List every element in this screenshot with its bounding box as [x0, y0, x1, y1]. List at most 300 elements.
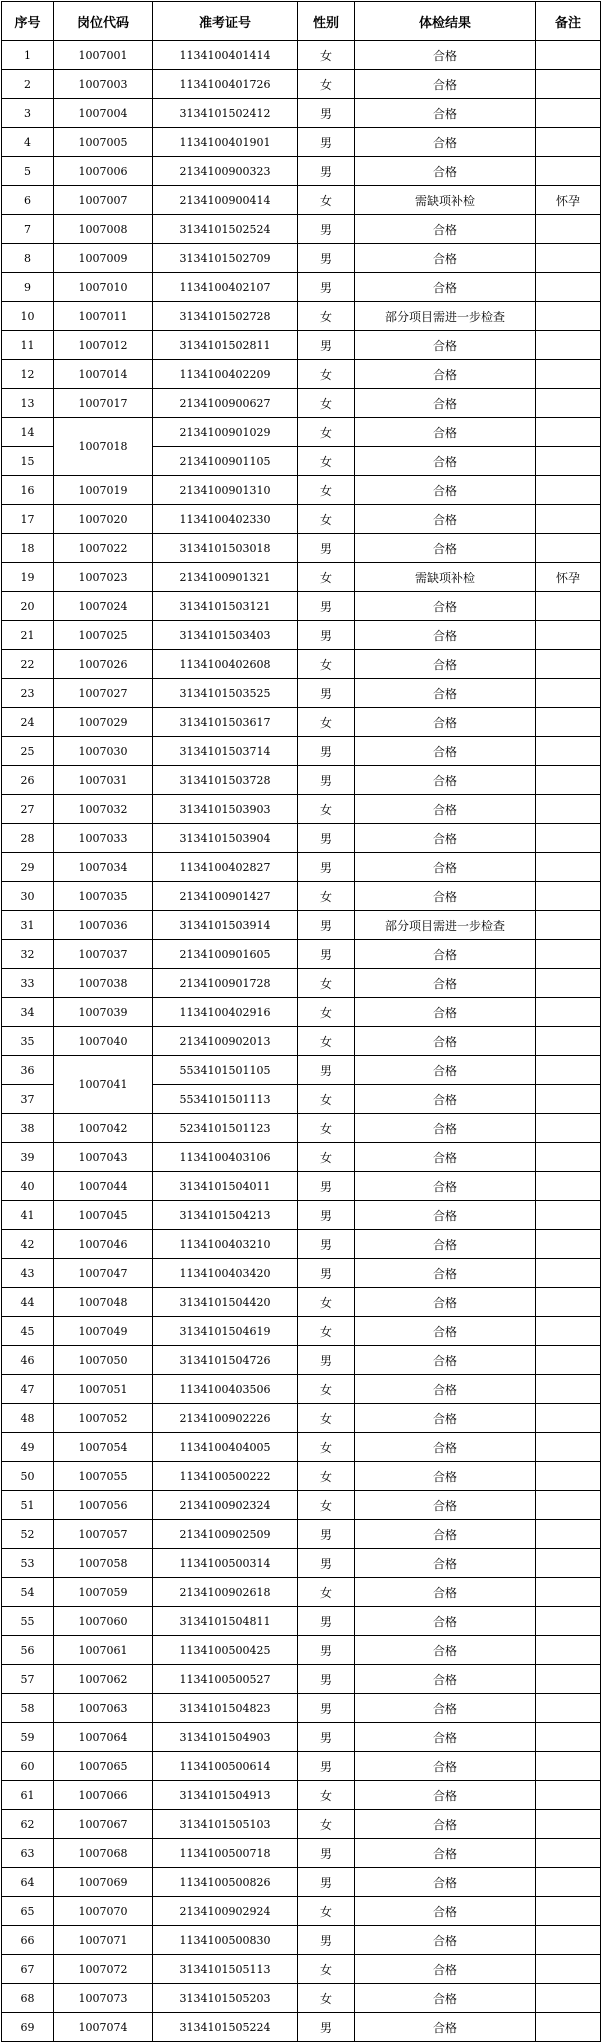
cell-remark: [536, 998, 601, 1027]
cell-position-code: 1007069: [54, 1868, 153, 1897]
cell-exam-result: 合格: [355, 447, 536, 476]
table-row: [2, 505, 601, 534]
table-row: [2, 563, 601, 592]
cell-remark: [536, 737, 601, 766]
table-row: [2, 940, 601, 969]
cell-remark: [536, 795, 601, 824]
cell-position-code: 1007018: [54, 418, 153, 476]
cell-ticket-number: 3134101504420: [153, 1288, 298, 1317]
cell-ticket-number: 3134101503914: [153, 911, 298, 940]
cell-position-code: 1007025: [54, 621, 153, 650]
cell-ticket-number: 3134101504213: [153, 1201, 298, 1230]
cell-gender: 男: [298, 1520, 355, 1549]
cell-remark: [536, 273, 601, 302]
cell-gender: 女: [298, 969, 355, 998]
table-row: [2, 1984, 601, 2013]
cell-serial-number: 67: [2, 1955, 54, 1984]
cell-serial-number: 26: [2, 766, 54, 795]
cell-serial-number: 52: [2, 1520, 54, 1549]
cell-gender: 男: [298, 679, 355, 708]
cell-remark: [536, 1172, 601, 1201]
cell-remark: [536, 853, 601, 882]
cell-exam-result: 合格: [355, 157, 536, 186]
cell-gender: 男: [298, 2013, 355, 2042]
cell-position-code: 1007057: [54, 1520, 153, 1549]
cell-remark: [536, 1578, 601, 1607]
cell-serial-number: 14: [2, 418, 54, 447]
cell-position-code: 1007043: [54, 1143, 153, 1172]
cell-position-code: 1007055: [54, 1462, 153, 1491]
cell-gender: 女: [298, 1578, 355, 1607]
cell-remark: [536, 1636, 601, 1665]
cell-remark: [536, 969, 601, 998]
table-row: [2, 70, 601, 99]
header-ticket-number: 准考证号: [153, 2, 298, 41]
cell-ticket-number: 1134100403506: [153, 1375, 298, 1404]
cell-serial-number: 31: [2, 911, 54, 940]
cell-remark: [536, 1404, 601, 1433]
cell-ticket-number: 3134101502524: [153, 215, 298, 244]
cell-remark: [536, 1085, 601, 1114]
cell-ticket-number: 3134101504011: [153, 1172, 298, 1201]
table-row: [2, 1665, 601, 1694]
cell-ticket-number: 2134100901321: [153, 563, 298, 592]
cell-ticket-number: 3134101504726: [153, 1346, 298, 1375]
cell-serial-number: 12: [2, 360, 54, 389]
cell-exam-result: 合格: [355, 940, 536, 969]
cell-exam-result: 合格: [355, 1723, 536, 1752]
table-row: [2, 1288, 601, 1317]
table-row: [2, 1230, 601, 1259]
cell-remark: [536, 331, 601, 360]
cell-position-code: 1007046: [54, 1230, 153, 1259]
cell-remark: [536, 447, 601, 476]
cell-ticket-number: 1134100402608: [153, 650, 298, 679]
cell-gender: 女: [298, 1955, 355, 1984]
cell-serial-number: 66: [2, 1926, 54, 1955]
table-row: [2, 1810, 601, 1839]
table-row: [2, 1926, 601, 1955]
cell-exam-result: 合格: [355, 853, 536, 882]
cell-position-code: 1007067: [54, 1810, 153, 1839]
table-row: [2, 592, 601, 621]
cell-ticket-number: 5534101501105: [153, 1056, 298, 1085]
table-row: [2, 1462, 601, 1491]
cell-remark: [536, 1926, 601, 1955]
table-row: [2, 1317, 601, 1346]
cell-exam-result: 合格: [355, 1665, 536, 1694]
cell-ticket-number: 1134100402916: [153, 998, 298, 1027]
cell-ticket-number: 3134101503403: [153, 621, 298, 650]
table-body: [2, 41, 601, 2042]
cell-remark: [536, 1375, 601, 1404]
table-row: [2, 360, 601, 389]
cell-exam-result: 合格: [355, 41, 536, 70]
cell-exam-result: 合格: [355, 1230, 536, 1259]
table-row: [2, 1636, 601, 1665]
cell-ticket-number: 2134100901310: [153, 476, 298, 505]
cell-ticket-number: 3134101502811: [153, 331, 298, 360]
cell-gender: 男: [298, 244, 355, 273]
cell-serial-number: 37: [2, 1085, 54, 1114]
cell-serial-number: 60: [2, 1752, 54, 1781]
cell-position-code: 1007054: [54, 1433, 153, 1462]
cell-remark: [536, 2013, 601, 2042]
cell-remark: [536, 1114, 601, 1143]
header-position-code: 岗位代码: [54, 2, 153, 41]
cell-exam-result: 合格: [355, 1462, 536, 1491]
cell-remark: [536, 476, 601, 505]
cell-remark: [536, 1201, 601, 1230]
cell-remark: [536, 1027, 601, 1056]
cell-gender: 男: [298, 737, 355, 766]
cell-serial-number: 23: [2, 679, 54, 708]
table-row: [2, 1607, 601, 1636]
cell-gender: 女: [298, 476, 355, 505]
cell-serial-number: 69: [2, 2013, 54, 2042]
cell-position-code: 1007036: [54, 911, 153, 940]
cell-gender: 女: [298, 1143, 355, 1172]
cell-exam-result: 合格: [355, 766, 536, 795]
cell-gender: 女: [298, 505, 355, 534]
cell-ticket-number: 2134100900627: [153, 389, 298, 418]
cell-gender: 女: [298, 1114, 355, 1143]
cell-serial-number: 47: [2, 1375, 54, 1404]
cell-gender: 女: [298, 708, 355, 737]
cell-position-code: 1007041: [54, 1056, 153, 1114]
cell-position-code: 1007030: [54, 737, 153, 766]
table-row: [2, 1868, 601, 1897]
cell-serial-number: 32: [2, 940, 54, 969]
cell-serial-number: 30: [2, 882, 54, 911]
cell-gender: 男: [298, 1056, 355, 1085]
cell-ticket-number: 1134100403210: [153, 1230, 298, 1259]
cell-exam-result: 部分项目需进一步检查: [355, 911, 536, 940]
cell-remark: [536, 418, 601, 447]
cell-ticket-number: 1134100402209: [153, 360, 298, 389]
cell-exam-result: 合格: [355, 795, 536, 824]
cell-ticket-number: 3134101505203: [153, 1984, 298, 2013]
cell-exam-result: 合格: [355, 1317, 536, 1346]
cell-exam-result: 合格: [355, 679, 536, 708]
cell-gender: 男: [298, 157, 355, 186]
cell-position-code: 1007052: [54, 1404, 153, 1433]
cell-remark: [536, 882, 601, 911]
cell-gender: 男: [298, 1723, 355, 1752]
cell-serial-number: 10: [2, 302, 54, 331]
cell-gender: 男: [298, 534, 355, 563]
cell-remark: [536, 128, 601, 157]
cell-remark: [536, 1433, 601, 1462]
cell-position-code: 1007066: [54, 1781, 153, 1810]
cell-serial-number: 53: [2, 1549, 54, 1578]
cell-remark: [536, 1288, 601, 1317]
cell-remark: [536, 389, 601, 418]
cell-position-code: 1007044: [54, 1172, 153, 1201]
cell-position-code: 1007059: [54, 1578, 153, 1607]
cell-position-code: 1007072: [54, 1955, 153, 1984]
cell-remark: [536, 99, 601, 128]
cell-position-code: 1007003: [54, 70, 153, 99]
cell-exam-result: 合格: [355, 1926, 536, 1955]
cell-position-code: 1007038: [54, 969, 153, 998]
cell-exam-result: 合格: [355, 1114, 536, 1143]
cell-gender: 男: [298, 1665, 355, 1694]
table-row: [2, 331, 601, 360]
table-row: [2, 1143, 601, 1172]
cell-position-code: 1007004: [54, 99, 153, 128]
table-row: [2, 1056, 601, 1085]
cell-position-code: 1007017: [54, 389, 153, 418]
cell-remark: [536, 911, 601, 940]
cell-ticket-number: 1134100404005: [153, 1433, 298, 1462]
cell-exam-result: 合格: [355, 969, 536, 998]
cell-ticket-number: 3134101505224: [153, 2013, 298, 2042]
cell-ticket-number: 2134100902924: [153, 1897, 298, 1926]
table-row: [2, 1520, 601, 1549]
cell-ticket-number: 3134101504903: [153, 1723, 298, 1752]
cell-ticket-number: 3134101504823: [153, 1694, 298, 1723]
cell-remark: [536, 708, 601, 737]
cell-gender: 女: [298, 650, 355, 679]
cell-position-code: 1007001: [54, 41, 153, 70]
cell-gender: 男: [298, 1346, 355, 1375]
cell-ticket-number: 1134100402827: [153, 853, 298, 882]
cell-gender: 女: [298, 1433, 355, 1462]
cell-position-code: 1007022: [54, 534, 153, 563]
cell-remark: [536, 679, 601, 708]
cell-position-code: 1007065: [54, 1752, 153, 1781]
cell-exam-result: 合格: [355, 1288, 536, 1317]
cell-position-code: 1007024: [54, 592, 153, 621]
cell-exam-result: 合格: [355, 2013, 536, 2042]
cell-position-code: 1007012: [54, 331, 153, 360]
cell-serial-number: 55: [2, 1607, 54, 1636]
cell-ticket-number: 2134100902324: [153, 1491, 298, 1520]
cell-serial-number: 61: [2, 1781, 54, 1810]
cell-ticket-number: 1134100500826: [153, 1868, 298, 1897]
cell-position-code: 1007007: [54, 186, 153, 215]
cell-serial-number: 54: [2, 1578, 54, 1607]
table-row: [2, 1433, 601, 1462]
cell-position-code: 1007056: [54, 1491, 153, 1520]
cell-position-code: 1007058: [54, 1549, 153, 1578]
table-row: [2, 1404, 601, 1433]
cell-ticket-number: 3134101503904: [153, 824, 298, 853]
cell-remark: 怀孕: [536, 563, 601, 592]
cell-position-code: 1007009: [54, 244, 153, 273]
cell-position-code: 1007049: [54, 1317, 153, 1346]
cell-remark: [536, 1839, 601, 1868]
table-row: [2, 969, 601, 998]
cell-gender: 女: [298, 1027, 355, 1056]
cell-gender: 女: [298, 360, 355, 389]
table-row: [2, 998, 601, 1027]
cell-position-code: 1007005: [54, 128, 153, 157]
cell-serial-number: 17: [2, 505, 54, 534]
cell-gender: 女: [298, 1085, 355, 1114]
cell-ticket-number: 3134101503728: [153, 766, 298, 795]
cell-position-code: 1007033: [54, 824, 153, 853]
cell-exam-result: 合格: [355, 244, 536, 273]
cell-serial-number: 7: [2, 215, 54, 244]
cell-position-code: 1007073: [54, 1984, 153, 2013]
cell-ticket-number: 3134101504811: [153, 1607, 298, 1636]
cell-position-code: 1007011: [54, 302, 153, 331]
cell-remark: [536, 215, 601, 244]
table-row: [2, 41, 601, 70]
cell-serial-number: 65: [2, 1897, 54, 1926]
cell-exam-result: 合格: [355, 1259, 536, 1288]
table-row: [2, 215, 601, 244]
cell-ticket-number: 1134100500527: [153, 1665, 298, 1694]
cell-exam-result: 合格: [355, 1984, 536, 2013]
table-row: [2, 389, 601, 418]
table-row: [2, 99, 601, 128]
cell-serial-number: 44: [2, 1288, 54, 1317]
cell-exam-result: 合格: [355, 1839, 536, 1868]
cell-ticket-number: 1134100500614: [153, 1752, 298, 1781]
header-serial-number: 序号: [2, 2, 54, 41]
table-row: [2, 1375, 601, 1404]
cell-gender: 女: [298, 447, 355, 476]
table-row: [2, 2013, 601, 2042]
table-row: [2, 273, 601, 302]
cell-ticket-number: 3134101502709: [153, 244, 298, 273]
cell-position-code: 1007060: [54, 1607, 153, 1636]
table-row: [2, 1491, 601, 1520]
cell-gender: 男: [298, 1201, 355, 1230]
table-row: [2, 650, 601, 679]
cell-gender: 男: [298, 766, 355, 795]
cell-remark: [536, 1462, 601, 1491]
cell-serial-number: 24: [2, 708, 54, 737]
cell-remark: [536, 766, 601, 795]
cell-exam-result: 需缺项补检: [355, 186, 536, 215]
cell-ticket-number: 2134100901105: [153, 447, 298, 476]
cell-gender: 女: [298, 186, 355, 215]
cell-gender: 女: [298, 70, 355, 99]
header-exam-result: 体检结果: [355, 2, 536, 41]
cell-serial-number: 59: [2, 1723, 54, 1752]
cell-serial-number: 20: [2, 592, 54, 621]
cell-exam-result: 合格: [355, 1172, 536, 1201]
cell-gender: 女: [298, 1897, 355, 1926]
cell-position-code: 1007071: [54, 1926, 153, 1955]
cell-position-code: 1007010: [54, 273, 153, 302]
table-row: [2, 1346, 601, 1375]
cell-remark: [536, 41, 601, 70]
cell-exam-result: 合格: [355, 505, 536, 534]
cell-gender: 男: [298, 1868, 355, 1897]
cell-serial-number: 48: [2, 1404, 54, 1433]
cell-remark: [536, 650, 601, 679]
cell-exam-result: 合格: [355, 389, 536, 418]
cell-ticket-number: 1134100401901: [153, 128, 298, 157]
cell-gender: 男: [298, 592, 355, 621]
cell-gender: 女: [298, 1491, 355, 1520]
cell-serial-number: 57: [2, 1665, 54, 1694]
cell-exam-result: 合格: [355, 1578, 536, 1607]
cell-exam-result: 合格: [355, 1810, 536, 1839]
cell-exam-result: 合格: [355, 1607, 536, 1636]
cell-remark: [536, 1694, 601, 1723]
cell-gender: 女: [298, 389, 355, 418]
cell-exam-result: 合格: [355, 737, 536, 766]
cell-exam-result: 合格: [355, 1056, 536, 1085]
table-row: [2, 1694, 601, 1723]
cell-ticket-number: 3134101504913: [153, 1781, 298, 1810]
cell-exam-result: 合格: [355, 418, 536, 447]
table-row: [2, 766, 601, 795]
cell-serial-number: 21: [2, 621, 54, 650]
table-row: [2, 1027, 601, 1056]
cell-ticket-number: 2134100901728: [153, 969, 298, 998]
cell-ticket-number: 2134100901029: [153, 418, 298, 447]
cell-ticket-number: 3134101503018: [153, 534, 298, 563]
cell-exam-result: 合格: [355, 592, 536, 621]
table-row: [2, 302, 601, 331]
cell-serial-number: 3: [2, 99, 54, 128]
cell-ticket-number: 2134100902226: [153, 1404, 298, 1433]
cell-gender: 女: [298, 1375, 355, 1404]
table-row: [2, 737, 601, 766]
cell-serial-number: 63: [2, 1839, 54, 1868]
cell-remark: [536, 1665, 601, 1694]
cell-gender: 女: [298, 882, 355, 911]
cell-gender: 男: [298, 1230, 355, 1259]
cell-ticket-number: 2134100902509: [153, 1520, 298, 1549]
cell-remark: [536, 302, 601, 331]
cell-position-code: 1007039: [54, 998, 153, 1027]
cell-gender: 男: [298, 1607, 355, 1636]
cell-remark: [536, 1723, 601, 1752]
cell-serial-number: 15: [2, 447, 54, 476]
cell-serial-number: 29: [2, 853, 54, 882]
cell-exam-result: 合格: [355, 1346, 536, 1375]
cell-exam-result: 合格: [355, 273, 536, 302]
cell-ticket-number: 1134100500425: [153, 1636, 298, 1665]
cell-serial-number: 35: [2, 1027, 54, 1056]
cell-exam-result: 合格: [355, 1085, 536, 1114]
cell-ticket-number: 2134100901605: [153, 940, 298, 969]
cell-exam-result: 合格: [355, 1549, 536, 1578]
table-row: [2, 621, 601, 650]
cell-gender: 男: [298, 1926, 355, 1955]
cell-position-code: 1007063: [54, 1694, 153, 1723]
cell-serial-number: 4: [2, 128, 54, 157]
cell-serial-number: 38: [2, 1114, 54, 1143]
table-row: [2, 244, 601, 273]
cell-serial-number: 51: [2, 1491, 54, 1520]
cell-serial-number: 49: [2, 1433, 54, 1462]
cell-ticket-number: 5234101501123: [153, 1114, 298, 1143]
cell-remark: [536, 1955, 601, 1984]
cell-exam-result: 合格: [355, 1201, 536, 1230]
cell-exam-result: 合格: [355, 534, 536, 563]
cell-serial-number: 16: [2, 476, 54, 505]
table-row: [2, 1549, 601, 1578]
cell-gender: 男: [298, 1752, 355, 1781]
cell-ticket-number: 3134101505103: [153, 1810, 298, 1839]
cell-remark: [536, 1491, 601, 1520]
cell-ticket-number: 1134100402107: [153, 273, 298, 302]
cell-serial-number: 22: [2, 650, 54, 679]
cell-serial-number: 62: [2, 1810, 54, 1839]
cell-serial-number: 13: [2, 389, 54, 418]
cell-serial-number: 43: [2, 1259, 54, 1288]
cell-exam-result: 合格: [355, 998, 536, 1027]
